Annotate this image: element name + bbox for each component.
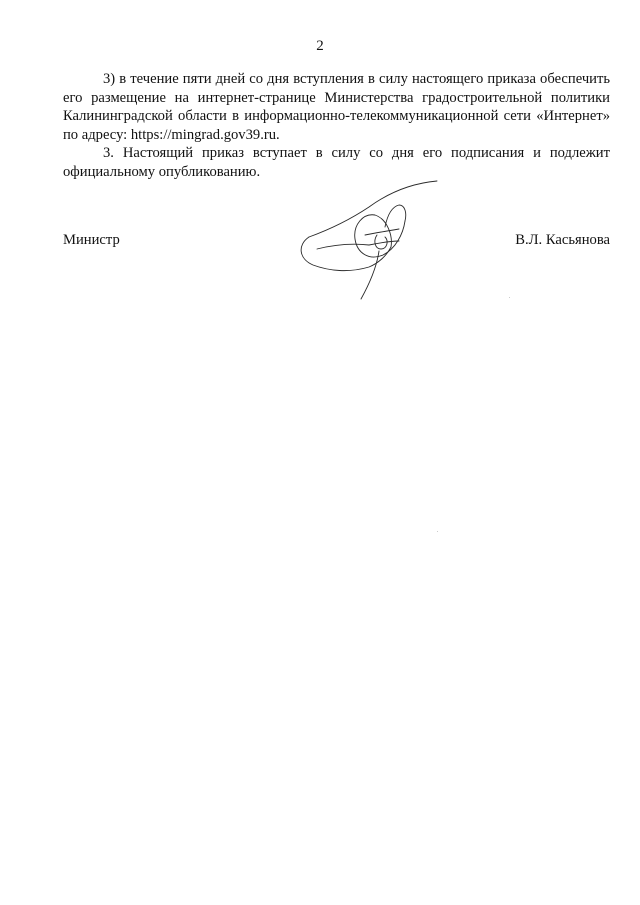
signatory-role: Министр [63, 232, 120, 248]
signatory-name: В.Л. Касьянова [515, 232, 610, 248]
page-number: 2 [316, 38, 324, 54]
paragraph-item-3-publication: 3) в течение пяти дней со дня вступления в силу настоящего приказа обеспечить его размещение на интернет-странице Министерства градостроительной политики Калининградской области в информационно-телекоммуникационной сети «Интернет» по адресу: https://mingrad.gov39.ru. [63, 71, 610, 143]
scan-speck [509, 297, 510, 298]
scan-speck [437, 531, 438, 532]
handwritten-signature-icon [295, 175, 455, 305]
paragraph-item-3-effective-date: 3. Настоящий приказ вступает в силу со дня его подписания и подлежит официальному опубликованию. [63, 145, 610, 180]
document-body [63, 70, 610, 182]
